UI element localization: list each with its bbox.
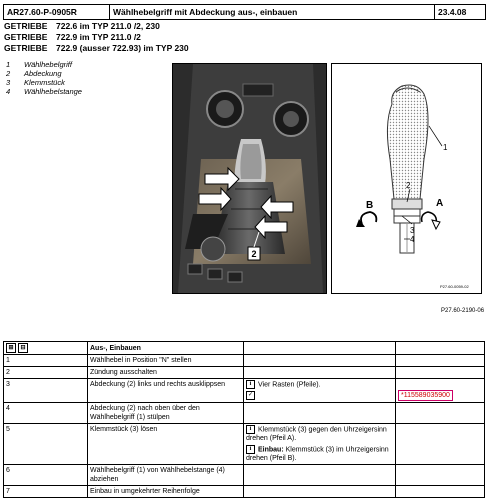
install-label: Einbau: bbox=[258, 446, 284, 454]
getriebe-line bbox=[4, 21, 160, 32]
table-row bbox=[4, 355, 485, 367]
legend-number: 2 bbox=[6, 69, 11, 78]
header-empty-cell bbox=[396, 342, 485, 355]
steps-table bbox=[3, 341, 485, 498]
step-number: 4 bbox=[4, 402, 88, 423]
step-text: Zündung ausschalten bbox=[88, 367, 244, 379]
step-number: 7 bbox=[4, 486, 88, 498]
table-row bbox=[4, 367, 485, 379]
center-console-photo bbox=[172, 63, 327, 294]
table-header-row bbox=[4, 342, 485, 355]
legend-item bbox=[6, 87, 82, 96]
step-number: 2 bbox=[4, 367, 88, 379]
getriebe-text: 722.9 (ausser 722.93) im TYP 230 bbox=[56, 43, 189, 53]
getriebe-label: GETRIEBE bbox=[4, 43, 48, 53]
step-note: Klemmstück (3) gegen den Uhrzeigersinn drehen (Pfeil A). bbox=[246, 426, 387, 443]
drawing-label-2: 2 bbox=[406, 181, 411, 190]
figure-legend bbox=[6, 60, 82, 96]
getriebe-label: GETRIEBE bbox=[4, 32, 48, 42]
drawing-label-1: 1 bbox=[443, 143, 448, 152]
drawing-label-3: 3 bbox=[410, 226, 415, 235]
legend-item bbox=[6, 69, 82, 78]
step-note-cell bbox=[244, 379, 396, 403]
step-note-install: Klemmstück (3) im Uhrzeigersinn drehen (Pfeil B). bbox=[246, 446, 389, 463]
selector-lever-drawing bbox=[331, 63, 482, 294]
step-text: Wählhebelgriff (1) von Wählhebelstange (4) abziehen bbox=[88, 465, 244, 486]
step-text: Einbau in umgekehrter Reihenfolge bbox=[88, 486, 244, 498]
table-row bbox=[4, 402, 485, 423]
step-number: 5 bbox=[4, 423, 88, 465]
table-header-title: Aus-, Einbauen bbox=[88, 342, 244, 355]
legend-number: 3 bbox=[6, 78, 11, 87]
step-text: Abdeckung (2) links und rechts ausklippsen bbox=[88, 379, 244, 403]
legend-text: Klemmstück bbox=[24, 78, 65, 87]
step-number: 6 bbox=[4, 465, 88, 486]
legend-text: Wählhebelstange bbox=[24, 87, 82, 96]
drawing-code: P27.60-0059-02 bbox=[440, 284, 469, 289]
drawing-label-a: A bbox=[436, 198, 444, 209]
step-number: 3 bbox=[4, 379, 88, 403]
getriebe-label: GETRIEBE bbox=[4, 21, 48, 31]
table-row bbox=[4, 423, 485, 465]
step-note-cell bbox=[244, 423, 396, 465]
part-number-link[interactable]: *115589035900 bbox=[398, 390, 453, 401]
table-row bbox=[4, 465, 485, 486]
document-date: 23.4.08 bbox=[438, 7, 467, 17]
collapse-all-icon[interactable]: ⊟ bbox=[18, 343, 28, 353]
legend-number: 4 bbox=[6, 87, 11, 96]
console-illustration bbox=[173, 64, 326, 293]
table-row bbox=[4, 379, 485, 403]
table-row bbox=[4, 486, 485, 498]
legend-text: Wählhebelgriff bbox=[24, 60, 72, 69]
drawing-label-4: 4 bbox=[410, 235, 415, 244]
drawing-label-b: B bbox=[366, 200, 374, 211]
legend-item bbox=[6, 60, 82, 69]
legend-item bbox=[6, 78, 82, 87]
step-number: 1 bbox=[4, 355, 88, 367]
document-title: Wählhebelgriff mit Abdeckung aus-, einbauen bbox=[110, 5, 435, 19]
step-text: Wählhebel in Position "N" stellen bbox=[88, 355, 244, 367]
getriebe-text: 722.9 im TYP 211.0 /2 bbox=[56, 32, 141, 42]
tool-icon[interactable]: ✓ bbox=[247, 392, 254, 399]
part-cell bbox=[396, 379, 485, 403]
step-text: Abdeckung (2) nach oben über den Wählhebelgriff (1) stülpen bbox=[88, 402, 244, 423]
photo-callout-label: 2 bbox=[251, 249, 257, 259]
document-header bbox=[3, 4, 486, 20]
step-note: Vier Rasten (Pfeile). bbox=[258, 381, 321, 389]
getriebe-line bbox=[4, 43, 189, 54]
getriebe-text: 722.6 im TYP 211.0 /2, 230 bbox=[56, 21, 160, 31]
info-icon[interactable]: i bbox=[246, 425, 255, 434]
info-icon[interactable]: i bbox=[246, 445, 255, 454]
legend-number: 1 bbox=[6, 60, 11, 69]
legend-text: Abdeckung bbox=[24, 69, 62, 78]
figure-reference: P27.60-2190-06 bbox=[441, 308, 485, 314]
document-id: AR27.60-P-0905R bbox=[4, 5, 110, 19]
getriebe-line bbox=[4, 32, 141, 43]
expand-all-icon[interactable]: ⊞ bbox=[6, 343, 16, 353]
lever-illustration bbox=[332, 64, 481, 293]
info-icon[interactable]: i bbox=[246, 380, 255, 389]
step-text: Klemmstück (3) lösen bbox=[88, 423, 244, 465]
header-icons-cell bbox=[4, 342, 88, 355]
header-empty-cell bbox=[244, 342, 396, 355]
